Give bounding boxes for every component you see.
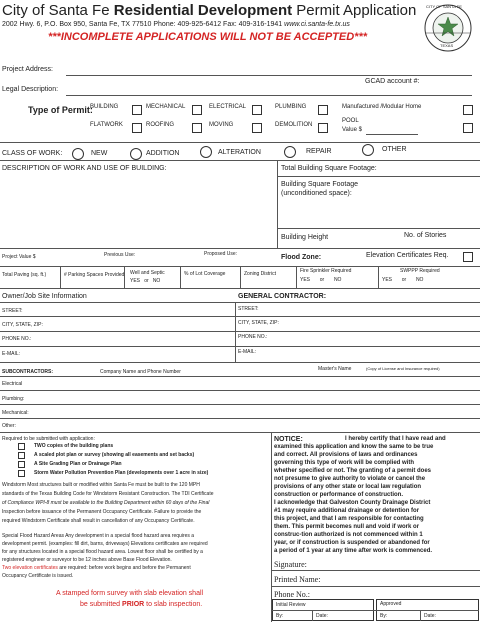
- sub-plumbing-label: Plumbing:: [2, 396, 25, 402]
- class-repair-radio[interactable]: [284, 146, 296, 158]
- class-other-label: OTHER: [382, 146, 407, 153]
- city-seal: [420, 3, 476, 53]
- req-grading-label: A Site Grading Plan or Drainage Plan: [34, 461, 122, 467]
- stats-split-4: [240, 266, 241, 288]
- stats-split-2: [124, 266, 125, 288]
- printed-name-label: Printed Name:: [274, 575, 321, 584]
- owner-email-label: E-MAIL:: [2, 351, 21, 357]
- contractor-heading: GENERAL CONTRACTOR:: [238, 293, 327, 300]
- stamped-c: to slab inspection.: [144, 601, 203, 608]
- permit-mechanical-checkbox[interactable]: [192, 105, 202, 115]
- permit-demolition-label: DEMOLITION: [275, 122, 313, 128]
- flood-red-text: Two elevation certificates: [2, 565, 58, 571]
- website-link[interactable]: www.ci.santa-fe.tx.us: [284, 21, 350, 28]
- class-addition-radio[interactable]: [130, 148, 142, 160]
- stamped-note-line-2: [80, 601, 202, 608]
- divider-o2: [0, 316, 480, 317]
- address-text: 2002 Hwy. 6, P.O. Box 950, Santa Fe, TX 77510 Phone: 409-925-6412 Fax: 409-316-1941: [2, 21, 283, 28]
- review-date-label: Date:: [316, 613, 328, 619]
- permit-demolition-checkbox[interactable]: [318, 123, 328, 133]
- swppp-no[interactable]: NO: [415, 277, 424, 283]
- stats-split-3: [180, 266, 181, 288]
- class-of-work-label: CLASS OF WORK:: [2, 150, 63, 157]
- review-mid-line: [272, 610, 479, 611]
- req-swppp-checkbox[interactable]: [18, 470, 25, 477]
- stats-split-5: [296, 266, 297, 288]
- permit-manufactured-label: Manufactured /Modular Home: [342, 104, 422, 110]
- signature-label: Signature:: [274, 560, 307, 569]
- divider-o3: [0, 331, 480, 332]
- divider-height: [277, 228, 480, 229]
- req-plans-checkbox[interactable]: [18, 443, 25, 450]
- phone-label: Phone No.:: [274, 590, 310, 599]
- req-plans-label: TWO copies of the building plans: [34, 443, 114, 449]
- divider-owner: [0, 288, 480, 289]
- printed-name-line[interactable]: [272, 586, 480, 587]
- class-new-label: NEW: [91, 150, 108, 157]
- windstorm-line-3: of Compliance WPI-8 must be available to the Building Department within 60 days of the Final: [2, 500, 210, 506]
- review-by-label: By:: [276, 613, 284, 619]
- permit-building-label: BUILDING: [90, 104, 119, 110]
- building-height-label: Building Height: [281, 234, 329, 241]
- incomplete-warning: ***INCOMPLETE APPLICATIONS WILL NOT BE ACCEPTED***: [48, 31, 368, 43]
- initial-review-label: Initial Review: [276, 602, 306, 608]
- contractor-phone-label: PHONE NO.:: [238, 334, 268, 340]
- project-address-label: Project Address:: [2, 66, 53, 73]
- permit-flatwork-label: FLATWORK: [90, 122, 123, 128]
- sub-mechanical-label: Mechanical:: [2, 410, 29, 416]
- stats-split-1: [60, 266, 61, 288]
- swppp-label: SWPPP Required: [400, 268, 440, 274]
- sub-other-label: Other:: [2, 423, 16, 429]
- notice-line-9: I acknowledge that Galveston County Drainage District: [274, 500, 431, 506]
- divider-o1: [0, 302, 480, 303]
- well-or: or: [144, 278, 149, 284]
- project-value-label: Project Value $: [2, 254, 36, 260]
- review-split-1: [312, 610, 313, 621]
- notice-line-3: and correct. All provisions of laws and ordinances: [274, 452, 418, 458]
- notice-line-15: a period of 1 year at any time after work is commenced.: [274, 548, 433, 554]
- approved-by-label: By:: [380, 613, 388, 619]
- bldg-sqft-label: Building Square Footage: [281, 181, 359, 188]
- well-yes[interactable]: YES: [130, 278, 141, 284]
- title-suffix: Permit Application: [296, 2, 417, 19]
- owner-heading: Owner/Job Site Information: [2, 293, 87, 300]
- gcad-label: GCAD account #:: [365, 78, 420, 85]
- elevation-req-label: Elevation Certificates Req.: [366, 252, 449, 259]
- elevation-req-checkbox[interactable]: [463, 252, 473, 262]
- divider-subs: [0, 362, 480, 363]
- permit-electrical-checkbox[interactable]: [252, 105, 262, 115]
- type-of-permit-label: Type of Permit:: [28, 105, 93, 115]
- contractor-street-label: STREET:: [238, 306, 259, 312]
- divider-s4: [0, 418, 480, 419]
- flood-line-2: development permit. (examples: fill dirt, barns, driveways) Elevations certificates are required: [2, 541, 208, 547]
- owner-city-label: CITY, STATE, ZIP:: [2, 322, 43, 328]
- sprinkler-no[interactable]: NO: [333, 277, 342, 283]
- notice-line-10: #1 may require additional drainage or detention for: [274, 508, 420, 514]
- permit-roofing-checkbox[interactable]: [192, 123, 202, 133]
- windstorm-line-2: standards of the Texas Building Code for Windstorm Resistant Construction. The TDI Certificate: [2, 491, 214, 497]
- flood-line-5: [2, 565, 191, 571]
- class-repair-label: REPAIR: [306, 148, 332, 155]
- notice-line-13: construc-tion authorized is not commenced within 1: [274, 532, 423, 538]
- req-plot-checkbox[interactable]: [18, 452, 25, 459]
- contractor-email-label: E-MAIL:: [238, 349, 257, 355]
- divider-s1: [0, 376, 480, 377]
- requirements-intro: Required to be submitted with application:: [2, 436, 95, 442]
- project-address-line[interactable]: [66, 75, 472, 76]
- swppp-options: [382, 277, 423, 283]
- windstorm-line-4: Inspection before issuance of the Permanent Occupancy Certificate. Failure to provide the: [2, 509, 202, 515]
- notice-line-14: year, or if construction is suspended or abandoned for: [274, 540, 430, 546]
- notice-line-6: not presume to give authority to violate or cancel the: [274, 476, 426, 482]
- owner-contractor-split: [235, 302, 236, 362]
- divider-class: [0, 142, 480, 143]
- legal-description-line[interactable]: [66, 95, 472, 96]
- parking-label: # Parking Spaces Provided: [64, 272, 125, 278]
- divider-o4: [0, 346, 480, 347]
- req-plot-label: A scaled plot plan or survey (showing all easements and set backs): [34, 452, 195, 458]
- lot-coverage-label: % of Lot Coverage: [184, 271, 226, 277]
- flood-zone-label: Flood Zone:: [281, 254, 322, 261]
- windstorm-line-1: Windstorm Most structures built or modified within Santa Fe must be built to the 120 MPH: [2, 482, 200, 488]
- stories-label: No. of Stories: [404, 232, 447, 239]
- contractor-city-label: CITY, STATE, ZIP:: [238, 320, 279, 326]
- stats-split-6: [378, 266, 379, 288]
- class-alteration-radio[interactable]: [200, 146, 212, 158]
- subcontractors-company-label: Company Name and Phone Number: [100, 369, 181, 375]
- approved-label: Approved: [380, 601, 402, 607]
- class-addition-label: ADDITION: [146, 150, 180, 157]
- title-bold: Residential Development: [113, 2, 293, 19]
- windstorm-line-5: required Windstorm Certificate shall result in cancellation of any Occupancy Certificate.: [2, 518, 195, 524]
- divider-description: [0, 160, 480, 161]
- sub-electrical-label: Electrical: [2, 381, 23, 387]
- stamped-note-line-1: A stamped form survey with slab elevation shall: [56, 590, 204, 597]
- proposed-use-label: Proposed Use:: [204, 251, 238, 257]
- page-title: [2, 2, 416, 19]
- permit-pool-label: POOL: [342, 118, 359, 124]
- permit-pool-checkbox[interactable]: [463, 123, 473, 133]
- subcontractors-master-label: Master's Name: [318, 366, 352, 372]
- review-split-2: [420, 610, 421, 621]
- flood-line-6: Occupancy Certificate is issued.: [2, 573, 74, 579]
- notice-line-11: this project, and that I am responsible for contacting: [274, 516, 424, 522]
- stamped-prior: PRIOR: [122, 601, 145, 608]
- notice-line-4: governing this type of work will be complied with: [274, 460, 415, 466]
- permit-manufactured-checkbox[interactable]: [463, 105, 473, 115]
- divider-s5: [0, 432, 480, 433]
- flood-line-3: for any structures located in a special flood hazard area. Lowest floor shall be certified by a: [2, 549, 203, 555]
- zoning-label: Zoning District: [244, 271, 276, 277]
- total-sqft-label: Total Building Square Footage:: [281, 165, 377, 172]
- divider-value: [0, 248, 480, 249]
- owner-street-label: STREET:: [2, 308, 23, 314]
- notice-line-12: them. This permit becomes null and void if work or: [274, 524, 420, 530]
- class-other-radio[interactable]: [362, 144, 374, 156]
- well-septic-label: Well and Septic: [130, 270, 165, 276]
- notice-line-5: whether specified or not. The granting of a permit does: [274, 468, 432, 474]
- total-paving-label: Total Paving (sq. ft.): [2, 272, 47, 278]
- notice-line-7: provisions of any other state or local law regulation: [274, 484, 422, 490]
- permit-plumbing-label: PLUMBING: [275, 104, 307, 110]
- well-no[interactable]: NO: [152, 278, 161, 284]
- subcontractors-copy-note: (Copy of License and Insurance required): [366, 366, 440, 371]
- permit-flatwork-checkbox[interactable]: [132, 123, 142, 133]
- signature-line[interactable]: [272, 570, 480, 571]
- class-new-radio[interactable]: [72, 148, 84, 160]
- notice-line-8: construction or performance of construction.: [274, 492, 404, 498]
- swppp-or: or: [401, 277, 407, 283]
- flood-line-1: Special Flood Hazard Areas Any development in a special flood hazard area requires a: [2, 533, 195, 539]
- flood-red-rest: are required: before work begins and before the Permanent: [57, 565, 191, 571]
- legal-description-label: Legal Description:: [2, 86, 59, 93]
- permit-moving-label: MOVING: [209, 122, 234, 128]
- divider-s2: [0, 390, 480, 391]
- owner-phone-label: PHONE NO.:: [2, 336, 32, 342]
- sprinkler-options: [300, 277, 341, 283]
- stamped-a: be submitted: [80, 601, 123, 608]
- permit-moving-checkbox[interactable]: [252, 123, 262, 133]
- subcontractors-label: SUBCONTRACTORS:: [2, 369, 54, 375]
- seal-bottom-text: TEXAS: [440, 43, 454, 48]
- swppp-yes[interactable]: YES: [382, 277, 393, 283]
- pool-value-label: Value $: [342, 127, 362, 133]
- header-address: [2, 21, 350, 28]
- description-label: DESCRIPTION OF WORK AND USE OF BUILDING:: [2, 165, 167, 172]
- notice-label: NOTICE:: [274, 436, 303, 443]
- notice-line-1: I hereby certify that I have read and: [345, 436, 446, 442]
- flood-line-4: registered engineer or surveyor to be 12 inches above Base Flood Elevation.: [2, 557, 172, 563]
- permit-building-checkbox[interactable]: [132, 105, 142, 115]
- sprinkler-yes[interactable]: YES: [300, 277, 311, 283]
- divider-s3: [0, 404, 480, 405]
- pool-value-line[interactable]: [366, 134, 418, 135]
- req-swppp-label: Storm Water Pollution Prevention Plan (developments over 1 acre in size): [34, 470, 209, 476]
- notice-split: [271, 432, 272, 622]
- seal-top-text: CITY OF SANTA FE: [426, 4, 462, 9]
- well-septic-options: [130, 278, 160, 284]
- req-grading-checkbox[interactable]: [18, 461, 25, 468]
- title-prefix: City of Santa Fe: [2, 2, 110, 19]
- permit-roofing-label: ROOFING: [146, 122, 174, 128]
- permit-electrical-label: ELECTRICAL: [209, 104, 247, 110]
- divider-sqft: [277, 176, 480, 177]
- approved-date-label: Date:: [424, 613, 436, 619]
- permit-mechanical-label: MECHANICAL: [146, 104, 186, 110]
- sprinkler-or: or: [319, 277, 325, 283]
- sprinkler-label: Fire Sprinkler Required: [300, 268, 352, 274]
- previous-use-label: Previous Use:: [104, 252, 136, 258]
- class-alteration-label: ALTERATION: [218, 149, 261, 156]
- notice-line-2: examined this application and know the same to be true: [274, 444, 434, 450]
- description-split: [277, 160, 278, 248]
- permit-plumbing-checkbox[interactable]: [318, 105, 328, 115]
- bldg-sqft-sub-label: (unconditioned space):: [281, 190, 352, 197]
